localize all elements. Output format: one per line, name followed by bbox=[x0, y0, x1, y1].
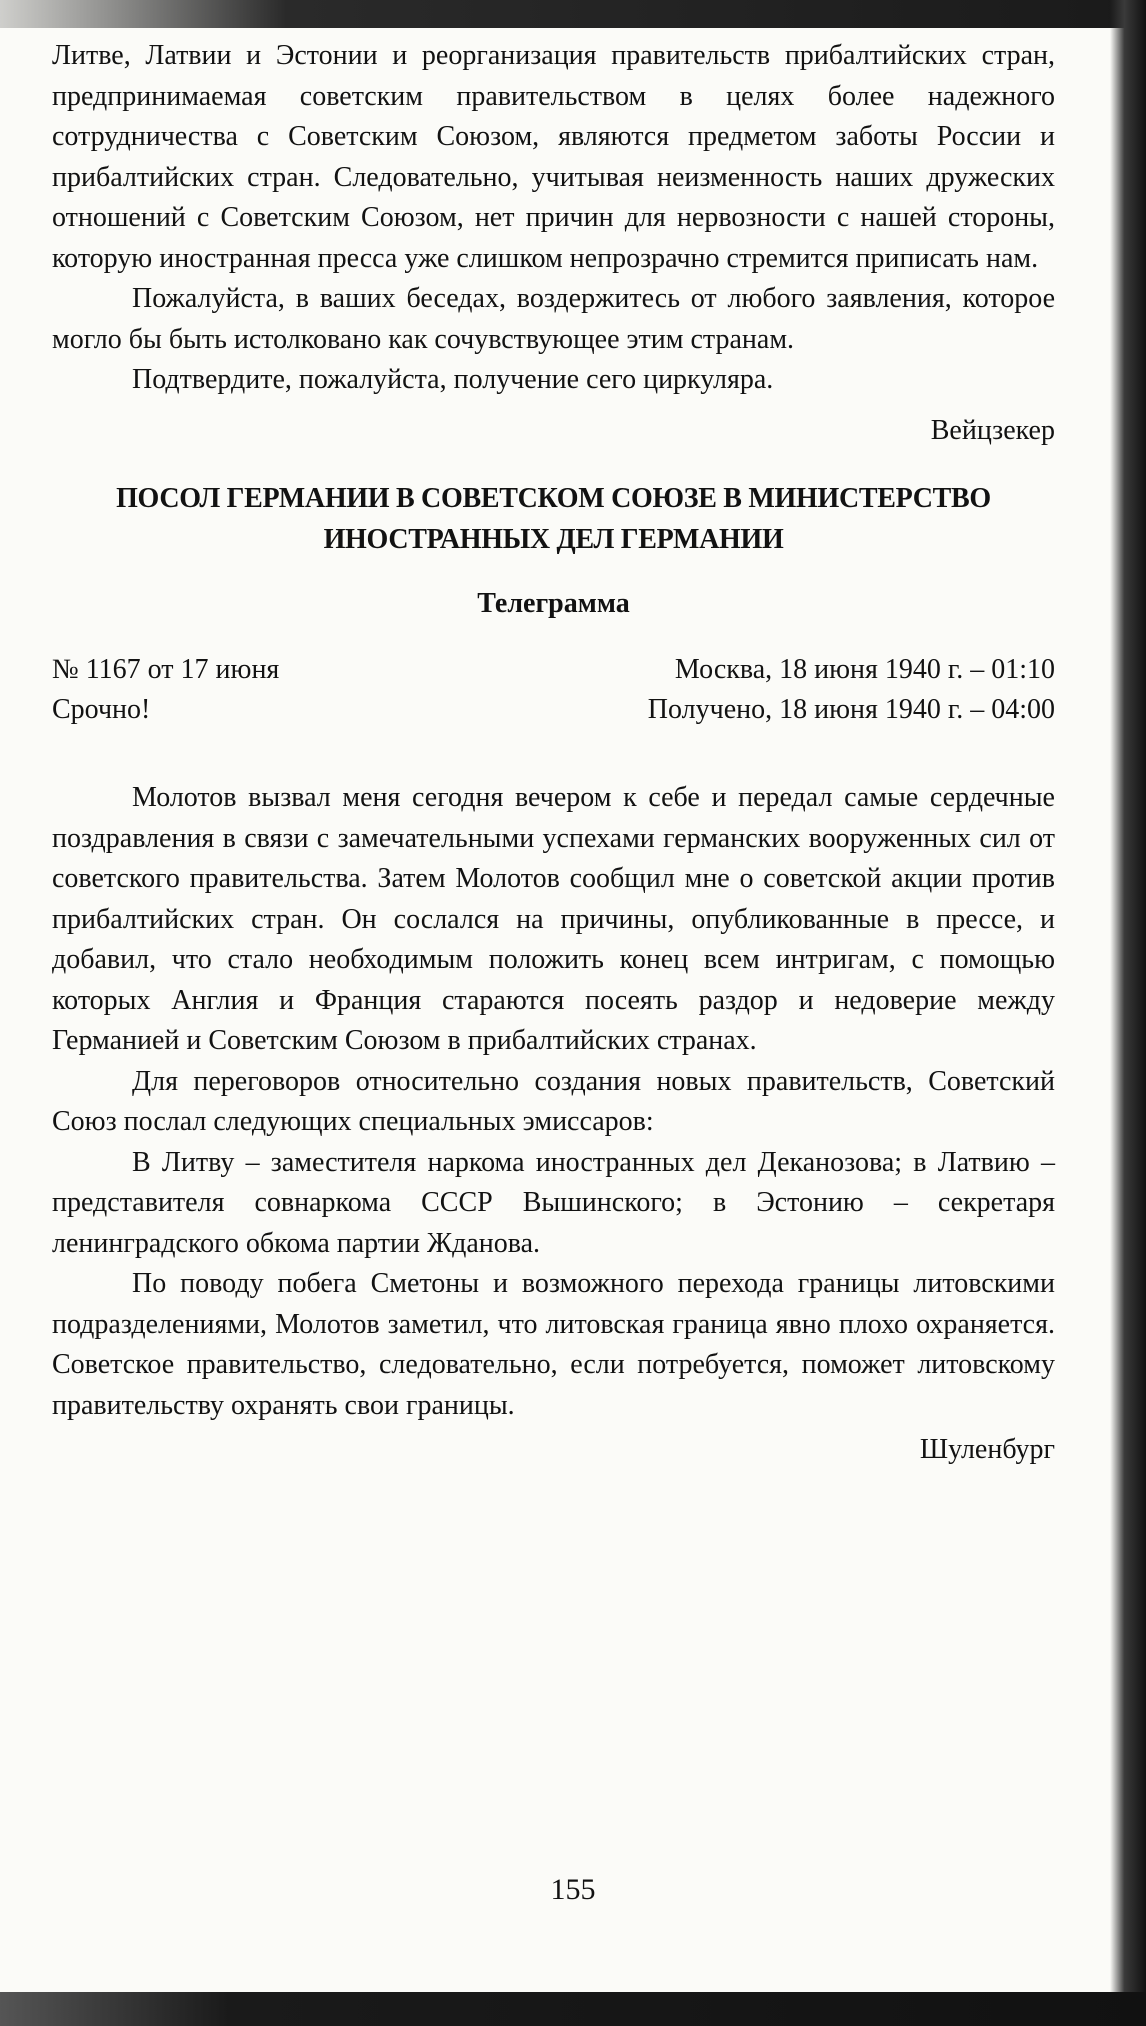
signature-schulenburg: Шуленбург bbox=[919, 1434, 1055, 1465]
scan-top-edge bbox=[0, 0, 1146, 28]
body-paragraph: Пожалуйста, в ваших беседах, воздержитесь от любого заявления, которое могло бы быть истолковано как сочувствующее этим странам. bbox=[52, 283, 1055, 355]
body-paragraph: Литве, Латвии и Эстонии и реорганизация правительств прибалтийских стран, предпринимаемая советским правительством в целях более надежного сотрудничества с Советским Союзом, являются предметом заботы России и прибалтийских стран. Следовательно, учитывая неизменность наших дружеских отношений с Советским Союзом, нет причин для нервозности с нашей стороны, которую иностранная пресса уже слишком непрозрачно стремится приписать нам. bbox=[52, 40, 1055, 274]
scan-bottom-edge bbox=[0, 1992, 1146, 2026]
sent-datetime: Москва, 18 июня 1940 г. – 01:10 bbox=[674, 654, 1055, 685]
telegram-number: № 1167 от 17 июня bbox=[52, 654, 280, 685]
book-page bbox=[52, 36, 1055, 1471]
body-paragraph: По поводу побега Сметоны и возможного перехода границы литовскими подразделениями, Молотов заметил, что литовская граница явно плохо охраняется. Советское правительство, следовательно, если потребуется, поможет литовскому правительству охранять свои границы. bbox=[52, 1268, 1055, 1421]
telegram-meta bbox=[52, 650, 1055, 730]
heading-line: ПОСОЛ ГЕРМАНИИ В СОВЕТСКОМ СОЮЗЕ В МИНИСТЕРСТВО bbox=[116, 483, 991, 514]
scan-right-edge bbox=[1110, 0, 1146, 2026]
body-paragraph: Молотов вызвал меня сегодня вечером к себе и передал самые сердечные поздравления в связи с замечательными успехами германских вооруженных сил от советского правительства. Затем Молотов сообщил мне о советской акции против прибалтийских стран. Он сослался на причины, опубликованные в прессе, и добавил, что стало необходимым положить конец всем интригам, с помощью которых Англия и Франция стараются посеять раздор и недоверие между Германией и Советским Союзом в прибалтийских странах. bbox=[52, 782, 1055, 1056]
body-paragraph: Подтвердите, пожалуйста, получение сего циркуляра. bbox=[132, 364, 774, 395]
document-heading bbox=[52, 478, 1055, 560]
received-datetime: Получено, 18 июня 1940 г. – 04:00 bbox=[647, 694, 1055, 725]
urgency-label: Срочно! bbox=[52, 694, 151, 725]
body-paragraph: Для переговоров относительно создания новых правительств, Советский Союз послал следующих специальных эмиссаров: bbox=[52, 1065, 1055, 1137]
page-number: 155 bbox=[550, 1873, 596, 1906]
body-paragraph: В Литву – заместителя наркома иностранных дел Деканозова; в Латвию – представителя совнаркома СССР Вышинского; в Эстонию – секретаря ленинградского обкома партии Жданова. bbox=[52, 1146, 1055, 1259]
signature-weizsacker: Вейцзекер bbox=[930, 414, 1055, 446]
telegram-body bbox=[52, 778, 1055, 1426]
document-type: Телеграмма bbox=[477, 588, 630, 619]
heading-line: ИНОСТРАННЫХ ДЕЛ ГЕРМАНИИ bbox=[323, 524, 784, 555]
